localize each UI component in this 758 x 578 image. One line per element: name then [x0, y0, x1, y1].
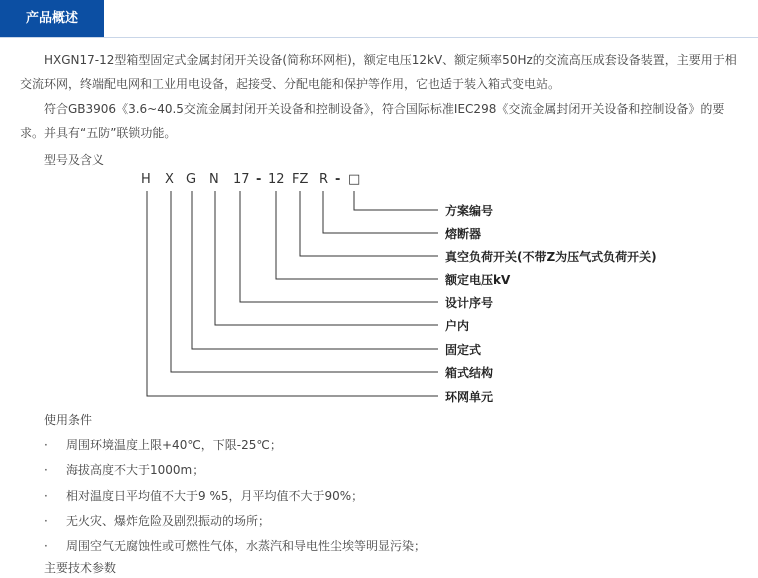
- intro-paragraph-1: HXGN17-12型箱型固定式金属封闭开关设备(简称环网柜)，额定电压12kV、额定频率50Hz的交流高压成套设备装置，主要用于相交流环网，终端配电网和工业用电设备，起接受、分配电能和保护等作用，它也适于装入箱式变电站。: [20, 53, 737, 91]
- label-rated-voltage: 额定电压kV: [445, 273, 511, 287]
- connector-box-structure: [171, 191, 438, 372]
- condition-text: 相对温度日平均值不大于9 %5，月平均值不大于90%；: [66, 489, 364, 503]
- code-h: H: [141, 172, 151, 187]
- code-box: □: [348, 172, 361, 187]
- tab-product-overview[interactable]: 产品概述: [0, 0, 104, 37]
- bullet: ·: [44, 514, 48, 528]
- label-scheme-number: 方案编号: [445, 204, 494, 218]
- list-item: [44, 486, 363, 506]
- connector-ring-unit: [147, 191, 438, 396]
- label-design-number: 设计序号: [445, 296, 494, 310]
- code-g: G: [186, 172, 197, 187]
- label-vacuum-switch: 真空负荷开关(不带Z为压气式负荷开关): [445, 250, 657, 264]
- condition-text: 海拔高度不大于1000m；: [66, 463, 205, 477]
- connector-indoor: [215, 191, 438, 325]
- list-item: [44, 511, 270, 531]
- code-17: 17: [233, 172, 250, 187]
- bullet: ·: [44, 539, 48, 553]
- connector-scheme-number: [354, 191, 438, 210]
- list-item: [44, 460, 204, 480]
- label-fuse: 熔断器: [445, 227, 482, 241]
- list-item: [44, 536, 426, 556]
- code-x: X: [165, 172, 174, 187]
- code-12: 12: [268, 172, 285, 187]
- model-heading: 型号及含义: [44, 153, 105, 167]
- condition-text: 周围空气无腐蚀性或可燃性气体，水蒸汽和导电性尘埃等明显污染；: [66, 539, 427, 553]
- label-fixed: 固定式: [445, 343, 482, 357]
- condition-text: 无火灾、爆炸危险及剧烈振动的场所；: [66, 514, 271, 528]
- list-item: [44, 435, 282, 455]
- code-r: R: [319, 172, 329, 187]
- condition-text: 周围环境温度上限+40℃，下限-25℃；: [66, 438, 282, 452]
- code-fz: FZ: [292, 172, 309, 187]
- bullet: ·: [44, 438, 48, 452]
- bullet: ·: [44, 463, 48, 477]
- connector-fuse: [323, 191, 438, 233]
- label-box-structure: 箱式结构: [445, 366, 494, 380]
- intro-paragraph-2: 符合GB3906《3.6~40.5交流金属封闭开关设备和控制设备》，符合国际标准IEC298《交流金属封闭开关设备和控制设备》的要求。并具有“五防”联锁功能。: [20, 102, 725, 140]
- code-dash-1: -: [256, 172, 262, 187]
- label-indoor: 户内: [445, 319, 470, 333]
- connector-design-number: [240, 191, 438, 302]
- code-dash-2: -: [335, 172, 341, 187]
- connector-vacuum-switch: [300, 191, 438, 256]
- specs-heading: 主要技术参数: [44, 561, 117, 575]
- code-n: N: [209, 172, 219, 187]
- conditions-heading: 使用条件: [44, 413, 93, 427]
- bullet: ·: [44, 489, 48, 503]
- label-ring-unit: 环网单元: [445, 390, 494, 404]
